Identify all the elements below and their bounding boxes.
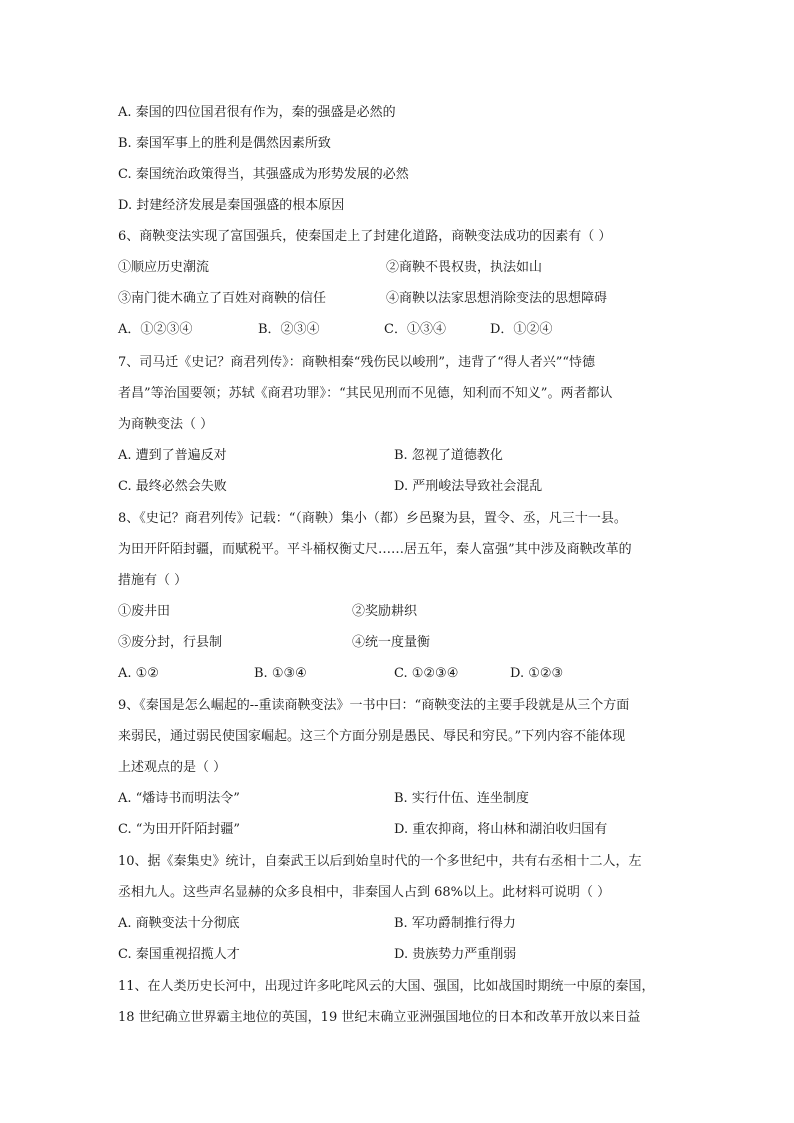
q10-stem-line-2: 丞相九人。这些声名显赫的众多良相中，非秦国人占到 68%以上。此材料可说明（ ） <box>118 885 611 900</box>
q7-stem-line-1: 7、司马迁《史记？商君列传》：商鞅相秦“残伤民以峻刑”，违背了“得人者兴”“恃德 <box>118 355 596 370</box>
q6-option-a: A．①②③④ <box>118 322 193 337</box>
q9-stem-line-2: 来弱民，通过弱民使国家崛起。这三个方面分别是愚民、辱民和穷民。”下列内容不能体现 <box>118 729 626 744</box>
q10-stem-line-1: 10、据《秦集史》统计，自秦武王以后到始皇时代的一个多世纪中，共有右丞相十二人，左 <box>118 854 642 869</box>
q9-options-row-2 <box>118 820 684 840</box>
q8-option-d: D. ①②③ <box>510 666 564 681</box>
q5-option-b: B. 秦国军事上的胜利是偶然因素所致 <box>118 136 331 151</box>
q8-stem-line-1: 8、《史记？商君列传》记载：“（商鞅）集小（都）乡邑聚为县，置令、丞，凡三十一县。 <box>118 511 627 526</box>
q9-stem-line-3: 上述观点的是（ ） <box>118 760 227 775</box>
q6-item-3: ③南门徙木确立了百姓对商鞅的信任 <box>118 291 327 306</box>
q7-option-d: D. 严刑峻法导致社会混乱 <box>394 479 543 494</box>
q8-items-row-1 <box>118 602 684 622</box>
q9-stem-line-1: 9、《秦国是怎么崛起的--重读商鞅变法》一书中曰：“商鞅变法的主要手段就是从三个方面 <box>118 698 630 713</box>
q7-option-b: B. 忽视了道德教化 <box>394 448 503 463</box>
q8-items-row-2 <box>118 633 684 653</box>
q7-stem-line-3: 为商鞅变法（ ） <box>118 417 214 432</box>
q5-option-a: A. 秦国的四位国君很有作为，秦的强盛是必然的 <box>118 105 396 120</box>
q7-option-a: A. 遭到了普遍反对 <box>118 448 227 463</box>
q6-items-row-1 <box>118 258 684 278</box>
q11-stem-line-2: 18 世纪确立世界霸主地位的英国，19 世纪末确立亚洲强国地位的日本和改革开放以来日益 <box>118 1010 641 1025</box>
q8-item-1: ①废井田 <box>118 604 171 619</box>
q6-option-c: C．①③④ <box>384 322 446 337</box>
q8-option-b: B. ①③④ <box>254 666 307 681</box>
q6-stem: 6、商鞅变法实现了富国强兵，使秦国走上了封建化道路，商鞅变法成功的因素有（ ） <box>118 229 612 244</box>
q6-item-4: ④商鞅以法家思想消除变法的思想障碍 <box>386 291 608 306</box>
q7-options-row-1 <box>118 446 684 466</box>
q10-options-row-1 <box>118 914 684 934</box>
q10-options-row-2 <box>118 945 684 965</box>
q10-option-b: B. 军功爵制推行得力 <box>394 916 516 931</box>
q7-option-c: C. 最终必然会失败 <box>118 479 227 494</box>
q8-item-4: ④统一度量衡 <box>352 635 431 650</box>
q9-options-row-1 <box>118 789 684 809</box>
q9-option-d: D. 重农抑商，将山林和湖泊收归国有 <box>394 822 608 837</box>
q9-option-b: B. 实行什伍、连坐制度 <box>394 791 529 806</box>
q10-option-d: D. 贵族势力严重削弱 <box>394 947 517 962</box>
q6-item-2: ②商鞅不畏权贵，执法如山 <box>386 260 543 275</box>
q8-stem-line-2: 为田开阡陌封疆，而赋税平。平斗桶权衡丈尺……居五年，秦人富强”其中涉及商鞅改革的 <box>118 542 632 557</box>
q10-option-a: A. 商鞅变法十分彻底 <box>118 916 240 931</box>
q5-option-d: D. 封建经济发展是秦国强盛的根本原因 <box>118 198 345 213</box>
q6-items-row-2 <box>118 289 684 309</box>
q6-option-d: D．①②④ <box>490 322 553 337</box>
q11-stem-line-1: 11、在人类历史长河中，出现过许多叱咤风云的大国、强国，比如战国时期统一中原的秦国， <box>118 979 655 994</box>
q6-option-b: B．②③④ <box>258 322 320 337</box>
q8-item-2: ②奖励耕织 <box>352 604 418 619</box>
q9-option-a: A. “燔诗书而明法令” <box>118 791 240 806</box>
q10-option-c: C. 秦国重视招揽人才 <box>118 947 240 962</box>
q6-item-1: ①顺应历史潮流 <box>118 260 210 275</box>
q8-option-c: C. ①②③④ <box>394 666 459 681</box>
q8-stem-line-3: 措施有（ ） <box>118 573 188 588</box>
q5-option-c: C. 秦国统治政策得当，其强盛成为形势发展的必然 <box>118 167 409 182</box>
q8-item-3: ③废分封，行县制 <box>118 635 223 650</box>
q9-option-c: C. “为田开阡陌封疆” <box>118 822 241 837</box>
q7-stem-line-2: 者昌”等治国要领；苏轼《商君功罪》：“其民见刑而不见德，知利而不知义”。两者都认 <box>118 386 613 401</box>
q7-options-row-2 <box>118 477 684 497</box>
q8-option-a: A. ①② <box>118 666 159 681</box>
